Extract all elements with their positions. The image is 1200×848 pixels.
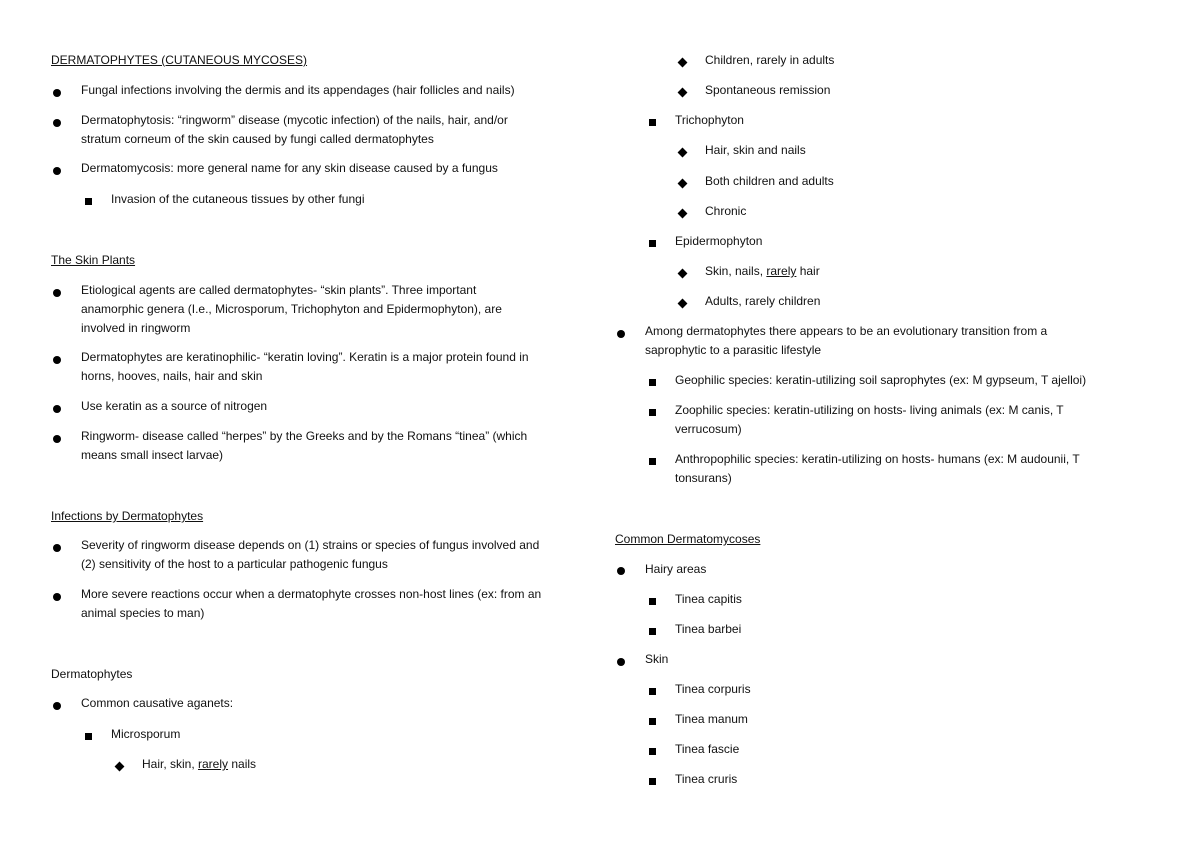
list-item-continuation: horns, hooves, nails, hair and skin xyxy=(81,369,263,383)
bullet-square-icon xyxy=(79,729,97,743)
bullet-diamond-icon xyxy=(673,176,691,190)
sub-sub-list-item: Children, rarely in adults xyxy=(705,53,835,67)
text-fragment: nails xyxy=(228,757,257,771)
bullet-diamond-icon xyxy=(673,55,691,69)
sub-list-item: Invasion of the cutaneous tissues by other fungi xyxy=(111,192,365,206)
bullet-diamond-icon xyxy=(673,296,691,310)
bullet-dot-icon xyxy=(48,432,66,446)
sub-list-item: Tinea fascie xyxy=(675,742,740,756)
bullet-dot-icon xyxy=(48,699,66,713)
sub-list-item-continuation: verrucosum) xyxy=(675,422,742,436)
bullet-square-icon xyxy=(643,774,661,788)
bullet-dot-icon xyxy=(48,353,66,367)
list-item: Severity of ringworm disease depends on (1) strains or species of fungus involved and xyxy=(81,538,540,552)
sub-sub-list-item: Spontaneous remission xyxy=(705,83,831,97)
bullet-dot-icon xyxy=(48,164,66,178)
sub-list-item-continuation: tonsurans) xyxy=(675,471,732,485)
bullet-diamond-icon xyxy=(673,85,691,99)
bullet-square-icon xyxy=(643,236,661,250)
bullet-dot-icon xyxy=(612,327,630,341)
bullet-square-icon xyxy=(643,594,661,608)
sub-list-item: Microsporum xyxy=(111,727,181,741)
sub-list-item: Tinea corpuris xyxy=(675,682,751,696)
underlined-text: rarely xyxy=(198,757,229,771)
bullet-square-icon xyxy=(643,684,661,698)
text-fragment: hair xyxy=(796,264,820,278)
text-fragment: Hair, skin, xyxy=(142,757,199,771)
bullet-square-icon xyxy=(643,375,661,389)
bullet-square-icon xyxy=(643,714,661,728)
list-item-continuation: means small insect larvae) xyxy=(81,448,224,462)
bullet-diamond-icon xyxy=(673,266,691,280)
bullet-diamond-icon xyxy=(673,206,691,220)
list-item-continuation: animal species to man) xyxy=(81,606,205,620)
list-item-continuation: involved in ringworm xyxy=(81,321,191,335)
list-item: Dermatomycosis: more general name for any skin disease caused by a fungus xyxy=(81,161,498,175)
list-item: Hairy areas xyxy=(645,562,707,576)
sub-list-item: Zoophilic species: keratin-utilizing on hosts- living animals (ex: M canis, T xyxy=(675,403,1064,417)
list-item: Skin xyxy=(645,652,669,666)
section-heading-infections: Infections by Dermatophytes xyxy=(51,509,204,523)
bullet-dot-icon xyxy=(48,541,66,555)
bullet-square-icon xyxy=(643,454,661,468)
bullet-square-icon xyxy=(643,115,661,129)
bullet-square-icon xyxy=(643,744,661,758)
list-item: Etiological agents are called dermatophytes- “skin plants”. Three important xyxy=(81,283,477,297)
list-item: More severe reactions occur when a dermatophyte crosses non-host lines (ex: from an xyxy=(81,587,542,601)
section-heading-dermatophytes: Dermatophytes xyxy=(51,667,133,681)
sub-list-item: Anthropophilic species: keratin-utilizing on hosts- humans (ex: M audounii, T xyxy=(675,452,1080,466)
sub-list-item: Tinea cruris xyxy=(675,772,738,786)
sub-list-item: Tinea barbei xyxy=(675,622,742,636)
bullet-dot-icon xyxy=(48,116,66,130)
list-item: Dermatophytosis: “ringworm” disease (mycotic infection) of the nails, hair, and/or xyxy=(81,113,508,127)
bullet-square-icon xyxy=(643,405,661,419)
list-item: Ringworm- disease called “herpes” by the Greeks and by the Romans “tinea” (which xyxy=(81,429,528,443)
sub-sub-list-item xyxy=(142,755,256,773)
bullet-square-icon xyxy=(79,194,97,208)
bullet-dot-icon xyxy=(48,86,66,100)
sub-list-item: Geophilic species: keratin-utilizing soil saprophytes (ex: M gypseum, T ajelloi) xyxy=(675,373,1087,387)
section-heading-common-dermatomycoses: Common Dermatomycoses xyxy=(615,532,761,546)
sub-sub-list-item: Hair, skin and nails xyxy=(705,143,806,157)
sub-list-item: Epidermophyton xyxy=(675,234,763,248)
bullet-diamond-icon xyxy=(673,145,691,159)
sub-sub-list-item: Both children and adults xyxy=(705,174,834,188)
bullet-dot-icon xyxy=(48,590,66,604)
list-item-continuation: saprophytic to a parasitic lifestyle xyxy=(645,343,822,357)
bullet-diamond-icon xyxy=(110,759,128,773)
section-heading-skin-plants: The Skin Plants xyxy=(51,253,136,267)
list-item: Use keratin as a source of nitrogen xyxy=(81,399,268,413)
bullet-dot-icon xyxy=(612,564,630,578)
sub-list-item: Trichophyton xyxy=(675,113,744,127)
bullet-square-icon xyxy=(643,624,661,638)
list-item-continuation: anamorphic genera (I.e., Microsporum, Trichophyton and Epidermophyton), are xyxy=(81,302,502,316)
text-fragment: Skin, nails, xyxy=(705,264,767,278)
sub-sub-list-item: Adults, rarely children xyxy=(705,294,821,308)
underlined-text: rarely xyxy=(766,264,797,278)
sub-sub-list-item xyxy=(705,262,820,280)
bullet-dot-icon xyxy=(612,655,630,669)
list-item-continuation: (2) sensitivity of the host to a particular pathogenic fungus xyxy=(81,557,388,571)
list-item: Common causative aganets: xyxy=(81,696,234,710)
sub-list-item: Tinea manum xyxy=(675,712,748,726)
section-heading-dermatophytes-cutaneous: DERMATOPHYTES (CUTANEOUS MYCOSES) xyxy=(51,53,308,67)
list-item: Among dermatophytes there appears to be an evolutionary transition from a xyxy=(645,324,1048,338)
sub-sub-list-item: Chronic xyxy=(705,204,747,218)
list-item: Dermatophytes are keratinophilic- “keratin loving”. Keratin is a major protein found in xyxy=(81,350,529,364)
bullet-dot-icon xyxy=(48,402,66,416)
list-item-continuation: stratum corneum of the skin caused by fungi called dermatophytes xyxy=(81,132,434,146)
bullet-dot-icon xyxy=(48,286,66,300)
sub-list-item: Tinea capitis xyxy=(675,592,742,606)
list-item: Fungal infections involving the dermis and its appendages (hair follicles and nails) xyxy=(81,83,515,97)
